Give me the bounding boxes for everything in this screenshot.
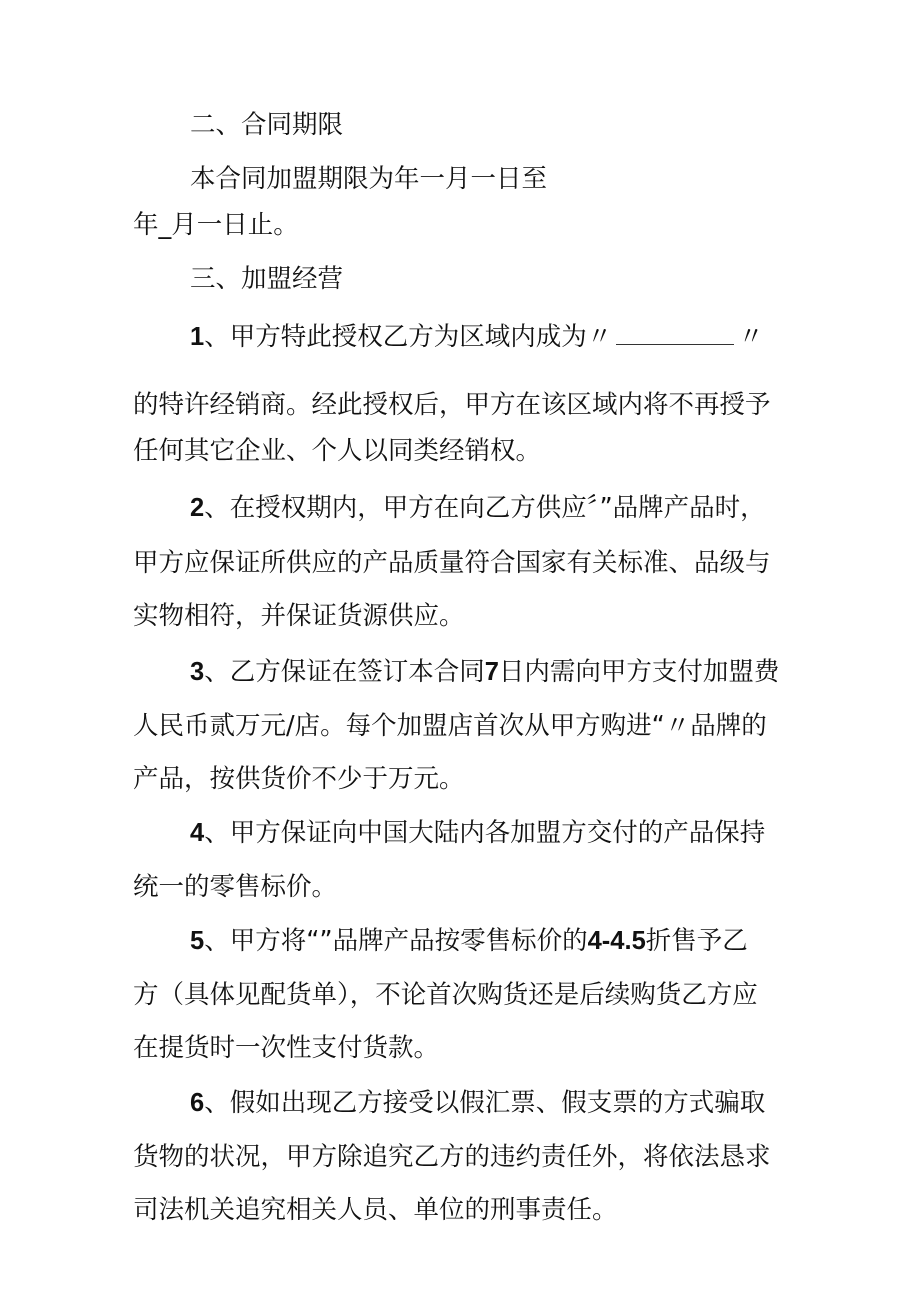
term-line-2: 年_月一日止。 xyxy=(133,210,299,240)
item-1-number: 1 xyxy=(190,323,205,351)
item-6-text: 、假如出现乙方接受以假汇票、假支票的方式骗取 xyxy=(204,1088,766,1118)
item-3-line-1 xyxy=(190,653,779,691)
item-4-line-2: 统一的零售标价。 xyxy=(133,872,338,902)
item-5-text-c: 折售予乙 xyxy=(645,926,748,956)
item-5-number: 5 xyxy=(190,927,205,955)
item-3-days: 7 xyxy=(484,658,499,686)
item-3-text-c: 日内需向甲方支付加盟费 xyxy=(498,657,780,687)
item-3-line-2: 人民币贰万元/店。每个加盟店首次从甲方购进“〃品牌的 xyxy=(133,711,767,741)
item-1-line-3: 任何其它企业、个人以同类经销权。 xyxy=(133,436,542,466)
item-1-line-2: 的特许经销商。经此授权后，甲方在该区域内将不再授予 xyxy=(133,390,771,420)
item-6-number: 6 xyxy=(190,1089,205,1117)
item-3-line-3: 产品，按供货价不少于万元。 xyxy=(133,764,465,794)
term-line-1: 本合同加盟期限为年一月一日至 xyxy=(190,164,548,194)
section-2-heading: 二、合同期限 xyxy=(190,110,344,140)
item-5-text-a: 、甲方将“”品牌产品按零售标价的 xyxy=(204,926,588,956)
item-2-number: 2 xyxy=(190,494,205,522)
item-4-number: 4 xyxy=(190,819,205,847)
item-6-line-2: 货物的状况，甲方除追究乙方的违约责任外，将依法恳求 xyxy=(133,1142,771,1172)
item-5-line-2: 方（具体见配货单），不论首次购货还是后续购货乙方应 xyxy=(133,980,758,1010)
item-6-line-1 xyxy=(190,1084,765,1122)
section-3-heading: 三、加盟经营 xyxy=(190,264,344,294)
item-4-line-1 xyxy=(190,814,765,852)
item-1-text-a: 、甲方特此授权乙方为区域内成为〃 xyxy=(204,322,613,352)
item-4-text: 、甲方保证向中国大陆内各加盟方交付的产品保持 xyxy=(204,818,766,848)
item-5-line-3: 在提货时一次性支付货款。 xyxy=(133,1033,440,1063)
item-5-line-1 xyxy=(190,922,748,960)
item-1-text-b: 〃 xyxy=(738,322,764,352)
item-2-line-2: 甲方应保证所供应的产品质量符合国家有关标准、品级与 xyxy=(133,548,771,578)
item-1-blank-line xyxy=(616,324,734,345)
item-2-line-1 xyxy=(190,489,766,527)
item-1-line-1 xyxy=(190,318,764,356)
item-2-text: 、在授权期内，甲方在向乙方供应〞”品牌产品时， xyxy=(204,493,766,523)
item-2-line-3: 实物相符，并保证货源供应。 xyxy=(133,601,465,631)
item-5-discount: 4-4.5 xyxy=(587,927,646,955)
item-3-text-a: 、乙方保证在签订本合同 xyxy=(204,657,485,687)
item-6-line-3: 司法机关追究相关人员、单位的刑事责任。 xyxy=(133,1195,618,1225)
item-3-number: 3 xyxy=(190,658,205,686)
